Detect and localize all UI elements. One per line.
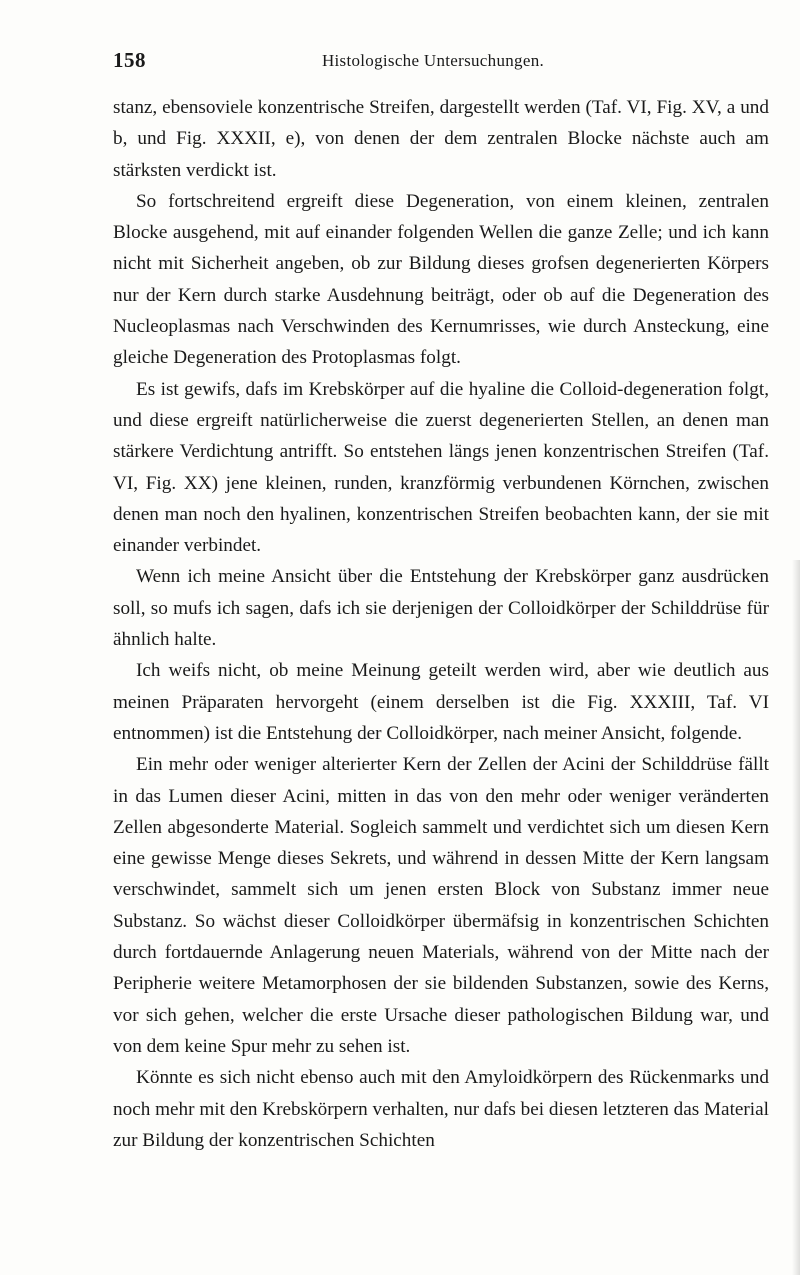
paragraph-4: Wenn ich meine Ansicht über die Entstehung der Krebskörper ganz ausdrücken soll, so mufs ich sagen, dafs ich sie derjenigen der Colloidkörper der Schilddrüse für ähnlich halte. — [113, 566, 769, 651]
page-edge-shadow — [792, 560, 800, 1275]
paragraph-7: Könnte es sich nicht ebenso auch mit den Amyloidkörpern des Rückenmarks und noch mehr mit den Krebskörpern verhalten, nur dafs bei diesen letzteren das Material zur Bildung der konzentrischen Schichten — [113, 1067, 769, 1151]
paragraph-6: Ein mehr oder weniger alterierter Kern der Zellen der Acini der Schilddrüse fällt in das Lumen dieser Acini, mitten in das von den mehr oder weniger veränderten Zellen abgesonderte Material. Sogleich sammelt und verdichtet sich um diesen Kern eine gewisse Menge dieses Sekrets, und während in dessen Mitte der Kern langsam verschwindet, sammelt sich um jenen ersten Block von Substanz immer neue Substanz. So wächst dieser Colloidkörper übermäfsig in konzentrischen Schichten durch fortdauernde Anlagerung neuen Materials, während von der Mitte nach der Peripherie weitere Metamorphosen der sie bildenden Substanzen, sowie des Kerns, vor sich gehen, welcher die erste Ursache dieser pathologischen Bildung war, und von dem keine Spur mehr zu sehen ist. — [113, 754, 769, 1057]
running-head: Histologische Untersuchungen. — [321, 51, 545, 70]
page-header — [113, 48, 753, 80]
paragraph-1: stanz, ebensoviele konzentrische Streifen, dargestellt werden (Taf. VI, Fig. XV, a und b, und Fig. XXXII, e), von denen der dem zentralen Blocke nächste auch am stärksten verdickt ist. — [113, 97, 769, 181]
paragraph-5: Ich weifs nicht, ob meine Meinung geteilt werden wird, aber wie deutlich aus meinen Präparaten hervorgeht (einem derselben ist die Fig. XXXIII, Taf. VI entnommen) ist die Entstehung der Colloidkörper, nach meiner Ansicht, folgende. — [113, 660, 769, 744]
body-text — [113, 92, 769, 1156]
paragraph-2: So fortschreitend ergreift diese Degeneration, von einem kleinen, zentralen Blocke ausgehend, mit auf einander folgenden Wellen die ganze Zelle; und ich kann nicht mit Sicherheit angeben, ob zur Bildung dieses grofsen degenerierten Körpers nur der Kern durch starke Ausdehnung beiträgt, oder ob auf die Degeneration des Nucleoplasmas nach Verschwinden des Kernumrisses, wie durch Ansteckung, eine gleiche Degeneration des Protoplasmas folgt. — [113, 190, 769, 369]
page-number: 158 — [113, 48, 146, 72]
paragraph-3: Es ist gewifs, dafs im Krebskörper auf die hyaline die Colloid-degeneration folgt, und diese ergreift natürlicherweise die zuerst degenerierten Stellen, an denen man stärkere Verdichtung antrifft. So entstehen längs jenen konzentrischen Streifen (Taf. VI, Fig. XX) jene kleinen, runden, kranzförmig verbundenen Körnchen, zwischen denen man noch den hyalinen, konzentrischen Streifen beobachten kann, der sie mit einander verbindet. — [113, 378, 769, 557]
